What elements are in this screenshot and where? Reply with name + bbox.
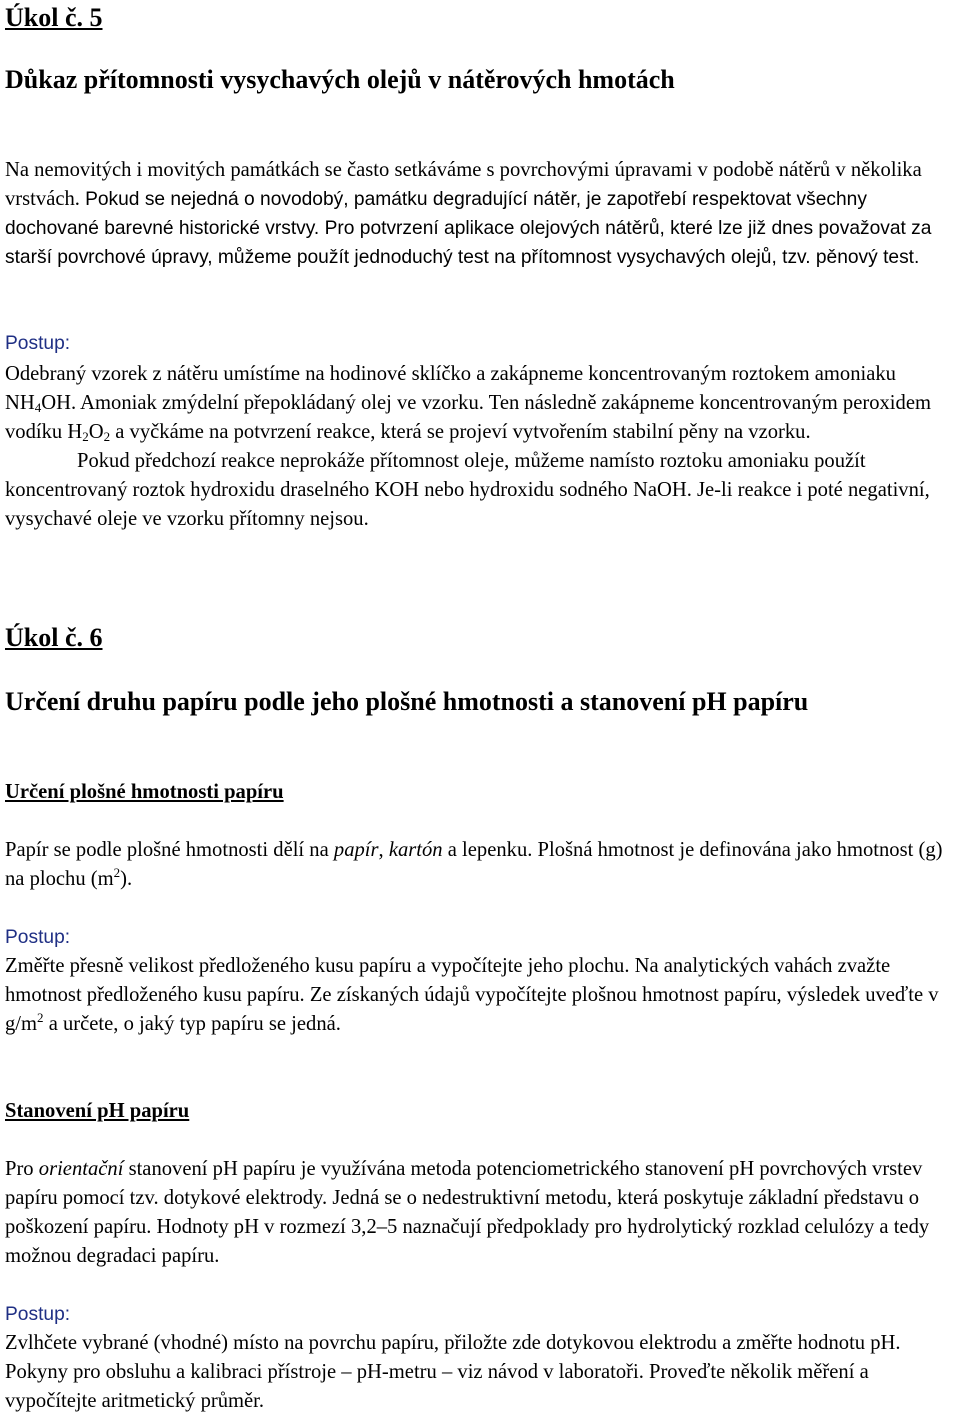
- task5-proc-a: Odebraný vzorek z nátěru umístíme na hodinové sklíčko a zakápneme koncentrovaným roztokem amoniaku NH: [5, 363, 896, 414]
- task5-proc-b: OH. Amoniak zmýdelní přepokládaný olej ve vzorku. Ten následně zakápneme koncentrovaným peroxidem vodíku H: [5, 392, 931, 443]
- s1-p2-sup: 2: [37, 1010, 44, 1025]
- task5-intro: [5, 156, 957, 272]
- s1-p1-italic-carton: kartón: [388, 839, 443, 861]
- s2-p1-italic: orientační: [38, 1158, 124, 1180]
- s1-p1-close: ).: [120, 868, 133, 890]
- task5-title: Důkaz přítomnosti vysychavých olejů v nátěrových hmotách: [5, 65, 675, 94]
- task5-proc-c: O: [88, 421, 104, 443]
- task6-section1-p1: [5, 836, 957, 894]
- s2-p1-start: Pro: [5, 1158, 39, 1180]
- task6-section1-postup-label: Postup:: [5, 927, 71, 948]
- s1-p2-end: a určete, o jaký typ papíru se jedná.: [43, 1013, 341, 1035]
- s2-p1-end: stanovení pH papíru je využívána metoda potenciometrického stanovení pH povrchových vrstev papíru pomocí tzv. dotykové elektrody. Jedná se o nedestruktivní metodu, která poskytuje základní představu o poškození papíru. Hodnoty pH v rozmezí 3,2–5 naznačují předpoklady pro hydrolytický rozklad celulózy a tedy možnou degradaci papíru.: [5, 1158, 930, 1267]
- task6-section2-subheading: Stanovení pH papíru: [5, 1100, 190, 1122]
- task5-proc-a-sub: 4: [34, 400, 42, 415]
- s1-p1-italic-paper: papír: [333, 839, 379, 861]
- task6-title: Určení druhu papíru podle jeho plošné hmotnosti a stanovení pH papíru: [5, 687, 809, 716]
- task6-section2-p2: Zvlhčete vybrané (vhodné) místo na povrchu papíru, přiložte zde dotykovou elektrodu a změřte hodnotu pH. Pokyny pro obsluhu a kalibraci přístroje – pH-metru – viz návod v laboratoři. Proveďte několik měření a vypočítejte aritmetický průměr.: [5, 1332, 901, 1412]
- task5-intro-serif: Na nemovitých i movitých památkách se často setkáváme s povrchovými úpravami v podobě nátěrů v několika vrstvách.: [5, 159, 922, 210]
- s1-p1-mid: ,: [378, 839, 389, 861]
- s1-p2-text: Změřte přesně velikost předloženého kusu papíru a vypočítejte jeho plochu. Na analytických vahách zvažte hmotnost předloženého kusu papíru. Ze získaných údajů vypočítejte plošnou hmotnost papíru, výsledek uveďte v g/m: [5, 955, 939, 1035]
- task6-section2-p1: [5, 1155, 957, 1271]
- task6-heading: Úkol č. 6: [5, 623, 103, 652]
- task6-section1-subheading: Určení plošné hmotnosti papíru: [5, 781, 284, 803]
- task5-procedure: [5, 360, 957, 534]
- s1-p1-end: a lepenku. Plošná hmotnost je definována jako hmotnost (g) na plochu (m: [5, 839, 943, 890]
- task5-intro-sans: Pokud se nejedná o novodobý, památku degradující nátěr, je zapotřebí respektovat všechny dochované barevné historické vrstvy. Pro potvrzení aplikace olejových nátěrů, které lze již dnes považovat za starší povrchové úpravy, můžeme použít jednoduchý test na přítomnost vysychavých olejů, tzv. pěnový test.: [5, 189, 932, 268]
- task5-proc-c-sub: 2: [103, 429, 111, 444]
- s1-p1-sup: 2: [113, 865, 121, 880]
- s1-p1-start: Papír se podle plošné hmotnosti dělí na: [5, 839, 334, 861]
- task6-section1-p2: [5, 952, 957, 1039]
- task5-proc-b-sub: 2: [82, 429, 89, 444]
- task6-section2-postup-label: Postup:: [5, 1304, 71, 1325]
- task5-heading: Úkol č. 5: [5, 3, 103, 32]
- task5-proc-e: Pokud předchozí reakce neprokáže přítomnost oleje, můžeme namísto roztoku amoniaku použít koncentrovaný roztok hydroxidu draselného KOH nebo hydroxidu sodného NaOH. Je-li reakce i poté negativní, vysychavé oleje ve vzorku přítomny nejsou.: [5, 450, 930, 530]
- task5-proc-d: a vyčkáme na potvrzení reakce, která se projeví vytvořením stabilní pěny na vzorku.: [110, 421, 811, 443]
- task5-postup-label: Postup:: [5, 333, 71, 354]
